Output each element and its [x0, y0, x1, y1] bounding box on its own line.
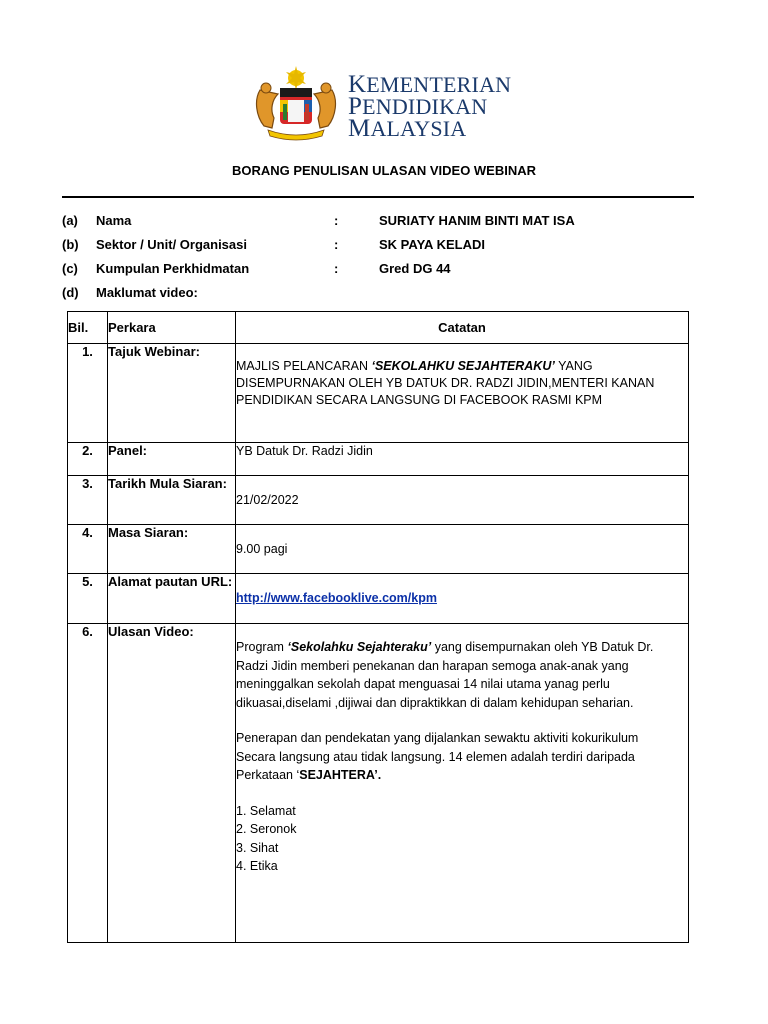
row-label: Alamat pautan URL:	[108, 574, 236, 624]
row-number: 2.	[68, 443, 108, 476]
info-colon: :	[334, 213, 339, 228]
row-note: MAJLIS PELANCARAN ‘SEKOLAHKU SEJAHTERAKU’ YANG DISEMPURNAKAN OLEH YB DATUK DR. RADZI JIDIN,MENTERI KANAN PENDIDIKAN SECARA LANGSUNG DI FACEBOOK RASMI KPM	[236, 344, 689, 443]
info-label: Sektor / Unit/ Organisasi	[96, 237, 247, 252]
row-note: YB Datuk Dr. Radzi Jidin	[236, 443, 689, 476]
info-row-nama	[62, 213, 702, 237]
list-item: 1. Selamat	[236, 803, 296, 818]
row-number: 4.	[68, 525, 108, 574]
info-row-sektor	[62, 237, 702, 261]
table-row	[68, 574, 689, 624]
form-title: BORANG PENULISAN ULASAN VIDEO WEBINAR	[231, 163, 537, 178]
row-number: 5.	[68, 574, 108, 624]
header-perkara: Perkara	[108, 312, 236, 344]
info-code: (a)	[62, 213, 78, 228]
header-catatan: Catatan	[236, 312, 689, 344]
info-code: (b)	[62, 237, 79, 252]
list-item: 4. Etika	[236, 859, 278, 873]
info-row-kumpulan	[62, 261, 702, 285]
list-item: 2. Seronok	[236, 822, 297, 836]
header-bil: Bil.	[68, 312, 108, 344]
table-row	[68, 443, 689, 476]
row-note	[236, 574, 689, 624]
malaysia-coat-of-arms-icon	[250, 64, 342, 144]
table-header-row	[68, 312, 689, 344]
review-text	[236, 624, 689, 943]
table-row	[68, 525, 689, 574]
review-paragraph: Perkataan ‘SEJAHTERA’.	[236, 768, 382, 782]
row-number: 6.	[68, 624, 108, 943]
info-value: SURIATY HANIM BINTI MAT ISA	[379, 213, 575, 228]
title-divider	[62, 196, 694, 198]
row-label: Panel:	[108, 443, 236, 476]
table-row	[68, 476, 689, 525]
info-section	[62, 213, 702, 309]
info-label: Nama	[96, 213, 132, 228]
row-label: Masa Siaran:	[108, 525, 236, 574]
info-colon: :	[334, 261, 339, 276]
facebook-live-link[interactable]: http://www.facebooklive.com/kpm	[236, 591, 437, 605]
row-note: 9.00 pagi	[236, 525, 689, 574]
row-note: 21/02/2022	[236, 476, 689, 525]
info-row-maklumat	[62, 285, 702, 309]
info-code: (c)	[62, 261, 78, 276]
review-paragraph: Secara langsung atau tidak langsung. 14 elemen adalah terdiri daripada	[236, 749, 635, 764]
info-code: (d)	[62, 285, 79, 300]
row-label: Tajuk Webinar:	[108, 344, 236, 443]
info-value: SK PAYA KELADI	[379, 237, 485, 252]
review-paragraph: Penerapan dan pendekatan yang dijalankan sewaktu aktiviti kokurikulum	[236, 731, 639, 745]
video-info-table	[67, 311, 689, 943]
row-number: 3.	[68, 476, 108, 525]
list-item: 3. Sihat	[236, 840, 279, 855]
ministry-name: KEMENTERIAN PENDIDIKAN MALAYSIA	[348, 71, 512, 142]
info-label: Maklumat video:	[96, 285, 198, 300]
row-number: 1.	[68, 344, 108, 443]
table-row	[68, 624, 689, 943]
info-value: Gred DG 44	[379, 261, 451, 276]
table-row	[68, 344, 689, 443]
row-label: Ulasan Video:	[108, 624, 236, 943]
row-label: Tarikh Mula Siaran:	[108, 476, 236, 525]
letterhead	[250, 64, 550, 144]
info-colon: :	[334, 237, 339, 252]
review-paragraph: Program ‘Sekolahku Sejahteraku’ yang disempurnakan oleh YB Datuk Dr. Radzi Jidin memberi penekanan dan harapan semoga anak-anak yang meninggalkan sekolah dapat menguasai 14 nilai utama yanag perlu dikuasai,diselami ,dijiwai dan dipraktikkan di dalam kehidupan seharian.	[236, 640, 654, 710]
info-label: Kumpulan Perkhidmatan	[96, 261, 250, 276]
